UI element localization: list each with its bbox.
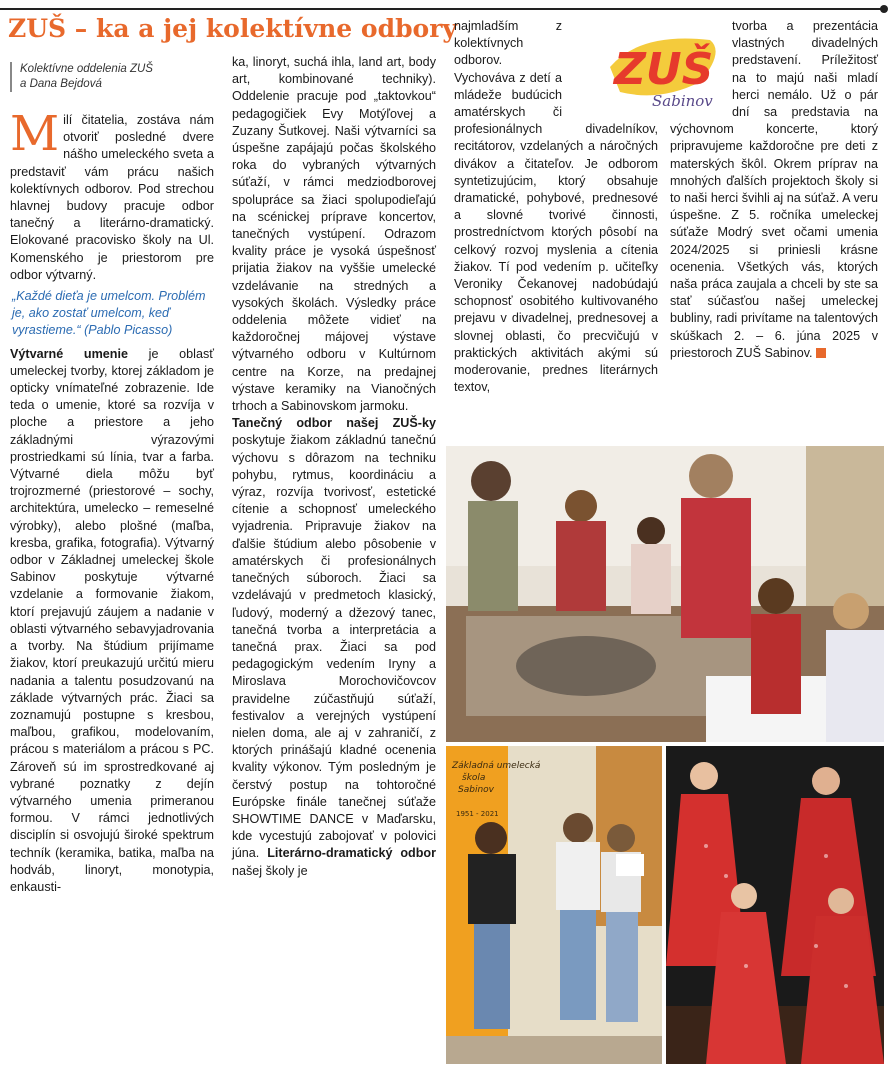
photo-folk-dancers [666,746,884,1064]
dance-paragraph [232,415,436,879]
sign-line-3: Sabinov [458,785,494,795]
photo-ceramics-class [446,446,884,742]
dance-lead: Tanečný odbor našej ZUŠ-ky [232,416,436,431]
byline-line-1: Kolektívne oddelenia ZUŠ [20,63,153,75]
zus-logo-graphic [600,22,730,112]
drama-text: najmladším z kolektívnych odborov. Vychováva z detí a mládeže budúcich amatérskych či profesionálnych divadelníkov, recitátorov, vzdelaných a náročných divákov a čitateľov. Je odborom syntetizujúcim, ktorý obsahuje dramatické, pohybové, prednesové a slovné tvorivé činnosti, prostredníctvom ktorých pôsobí na celkový rozvoj myslenia a cítenia žiakov. Tí pod vedením p. učiteľky Veroniky Čekanovej nadobúdajú schopnosť osobitého kultivovaného prejavu v divadelnej, prednesovej a slovnej oblasti, čo precvičujú v praktických aktivitách akými sú moderovanie, prednes literárnych textov, [454,19,658,395]
visual-arts-continued: ka, linoryt, suchá ihla, land art, body art, kombinované techniky). Oddelenie pracuje pod „taktovkou“ pedagogičiek Evy Motýľovej a Zuzany Šutkovej. Naši výtvarníci sa úspešne zapájajú počas školského roka do vybraných výtvarných súťaží, v rámci medziodborovej spolupráce sa žiaci spolupodieľajú na scénickej príprave koncertov, tanečných vystúpení. Odrazom kvality práce je vysoká úspešnosť prijatia žiakov na vyššie umelecké vzdelávanie na stredných a vysokých školách. Výsledky práce oddelenia môžete vidieť na každoročnej májovej výstave výtvarného odboru v Kultúrnom centre na Korze, na predajnej výstave keramiky na Vianočných trhoch a Sabinovskom jarmoku. [232,55,436,414]
intro-text: ilí čitatelia, zostáva nám otvoriť posledné dvere nášho umeleckého sveta a predstaviť vám prácu našich kolektívnych odborov. Pod strechou hlavnej budovy pracuje odbor tanečný a literárno-dramatický. Elokované pracovisko školy na Ul. Komenského je priestorom pre odbor výtvarný. [10,113,214,282]
ceramics-class-image [446,446,884,742]
end-mark [816,348,826,358]
photo-drama-students [446,746,662,1064]
sign-line-4: 1951 - 2021 [456,810,499,818]
intro-paragraph [10,106,214,284]
sign-line-2: škola [462,773,486,783]
column-1 [10,106,214,896]
drop-cap: M [10,106,60,162]
logo-subtext: Sabinov [652,92,713,110]
visual-arts-paragraph [10,346,214,897]
sign-line-1: Základná umelecká [452,761,541,771]
top-rule-dot [880,5,888,13]
top-rule [0,8,884,10]
column-2 [232,54,436,880]
visual-arts-text: je oblasť umeleckej tvorby, ktorej základom je opticky vnímateľné zobrazenie. Ide teda o umenie, ktoré sa rozvíja v ploche a priestore a jeho základnými výrazovými prostriedkami sú línia, tvar a farba. Výtvarné diela môžu byť trojrozmerné (priestorové – sochy, architektúra, umelecko – remeselné výrobky), alebo plošné (maľba, kresba, grafika, fotografia). Výtvarný odbor v Základnej umeleckej škole Sabinov poskytuje výtvarné vzdelanie a formovanie žiakom, ktorí prejavujú záujem a nadanie v oblasti výtvarného sebavyjadrovania a tvorby. Na štúdium prijímame žiakov, ktorí preukazujú určitú mieru nadania a talentu posudzovanú na základe výtvarných prác. Žiaci sa zoznamujú postupne s kresbou, maľbou, grafikou, modelovaním, prácou s materiálom a prácou s PC. Zároveň sú im sprostredkované aj vybrané poznatky z dejín výtvarného umenia primeranou formou. V rámci jednotlivých disciplín si osvojujú široké spektrum techník (keramika, batika, maľba na hodváb, linoryt, monotypia, enkausti- [10,346,214,894]
zus-logo [600,22,730,112]
drama-conclusion-text: tvorba a prezentácia vlastných divadelných predstavení. Príležitosť na to majú naši mladí herci nemálo. Už o pár dní sa predstavia na výchovnom koncerte, ktorý pripravujeme každoročne pre deti z materských škôl. Okrem príprav na mnohých ďalších projektoch školy si to naši herci švihli aj na súťaž. A veru úspešne. Z 5. ročníka umeleckej súťaže Modrý svet očami umenia 2024/2025 si priniesli krásne ocenenia. Všetkých vás, ktorých naša práca zaujala a chceli by ste sa stať súčasťou našej umeleckej bubliny, radi privítame na talentových skúškach 2. – 6. júna 2025 v priestoroch ZUŠ Sabinov. [670,19,878,360]
drama-lead: Literárno-dramatický odbor [267,846,437,861]
visual-arts-lead: Výtvarné umenie [10,346,128,361]
byline [10,62,220,92]
picasso-quote: „Každé dieťa je umelcom. Problém je, ako zostať umelcom, keď vyrastieme.“ (Pablo Picasso) [12,289,206,338]
folk-dancers-image [666,746,884,1064]
drama-text-start: našej školy je [232,863,308,878]
article-title: ZUŠ – ka a jej kolektívne odbory [8,14,457,43]
drama-students-image [446,746,662,1064]
logo-text: ZUŠ [614,44,714,95]
dance-text: poskytuje žiakom základnú tanečnú výchovu s dôrazom na techniku pohybu, rytmus, koordináciu a výraz, rozvíja tvorivosť, estetické cítenie a schopnosť umeleckého vyjadrenia. Pripravuje žiakov na ďalšie štúdium alebo pôsobenie v amatérskych či profesionálnych tanečných súboroch. Žiaci sa vzdelávajú v predmetoch klasický, ľudový, moderný a džezový tanec, tanečná tvorba a interpretácia a tanečná prax. Žiaci sa pod pedagogickým vedením Iryny a Miroslava Morochovičovcov pravidelne zúčastňujú súťaží, festivalov a verejných vystúpení nielen doma, ale aj v zahraničí, z ktorých prinášajú kladné ocenenia kvality výkonov. Tým posledným je čerstvý postup na tohtoročné Európske finále tanečnej súťaže SHOWTIME DANCE v Maďarsku, kde vycestujú zabojovať v polovici júna. [232,433,436,861]
byline-line-2: a Dana Bejdová [20,78,102,90]
